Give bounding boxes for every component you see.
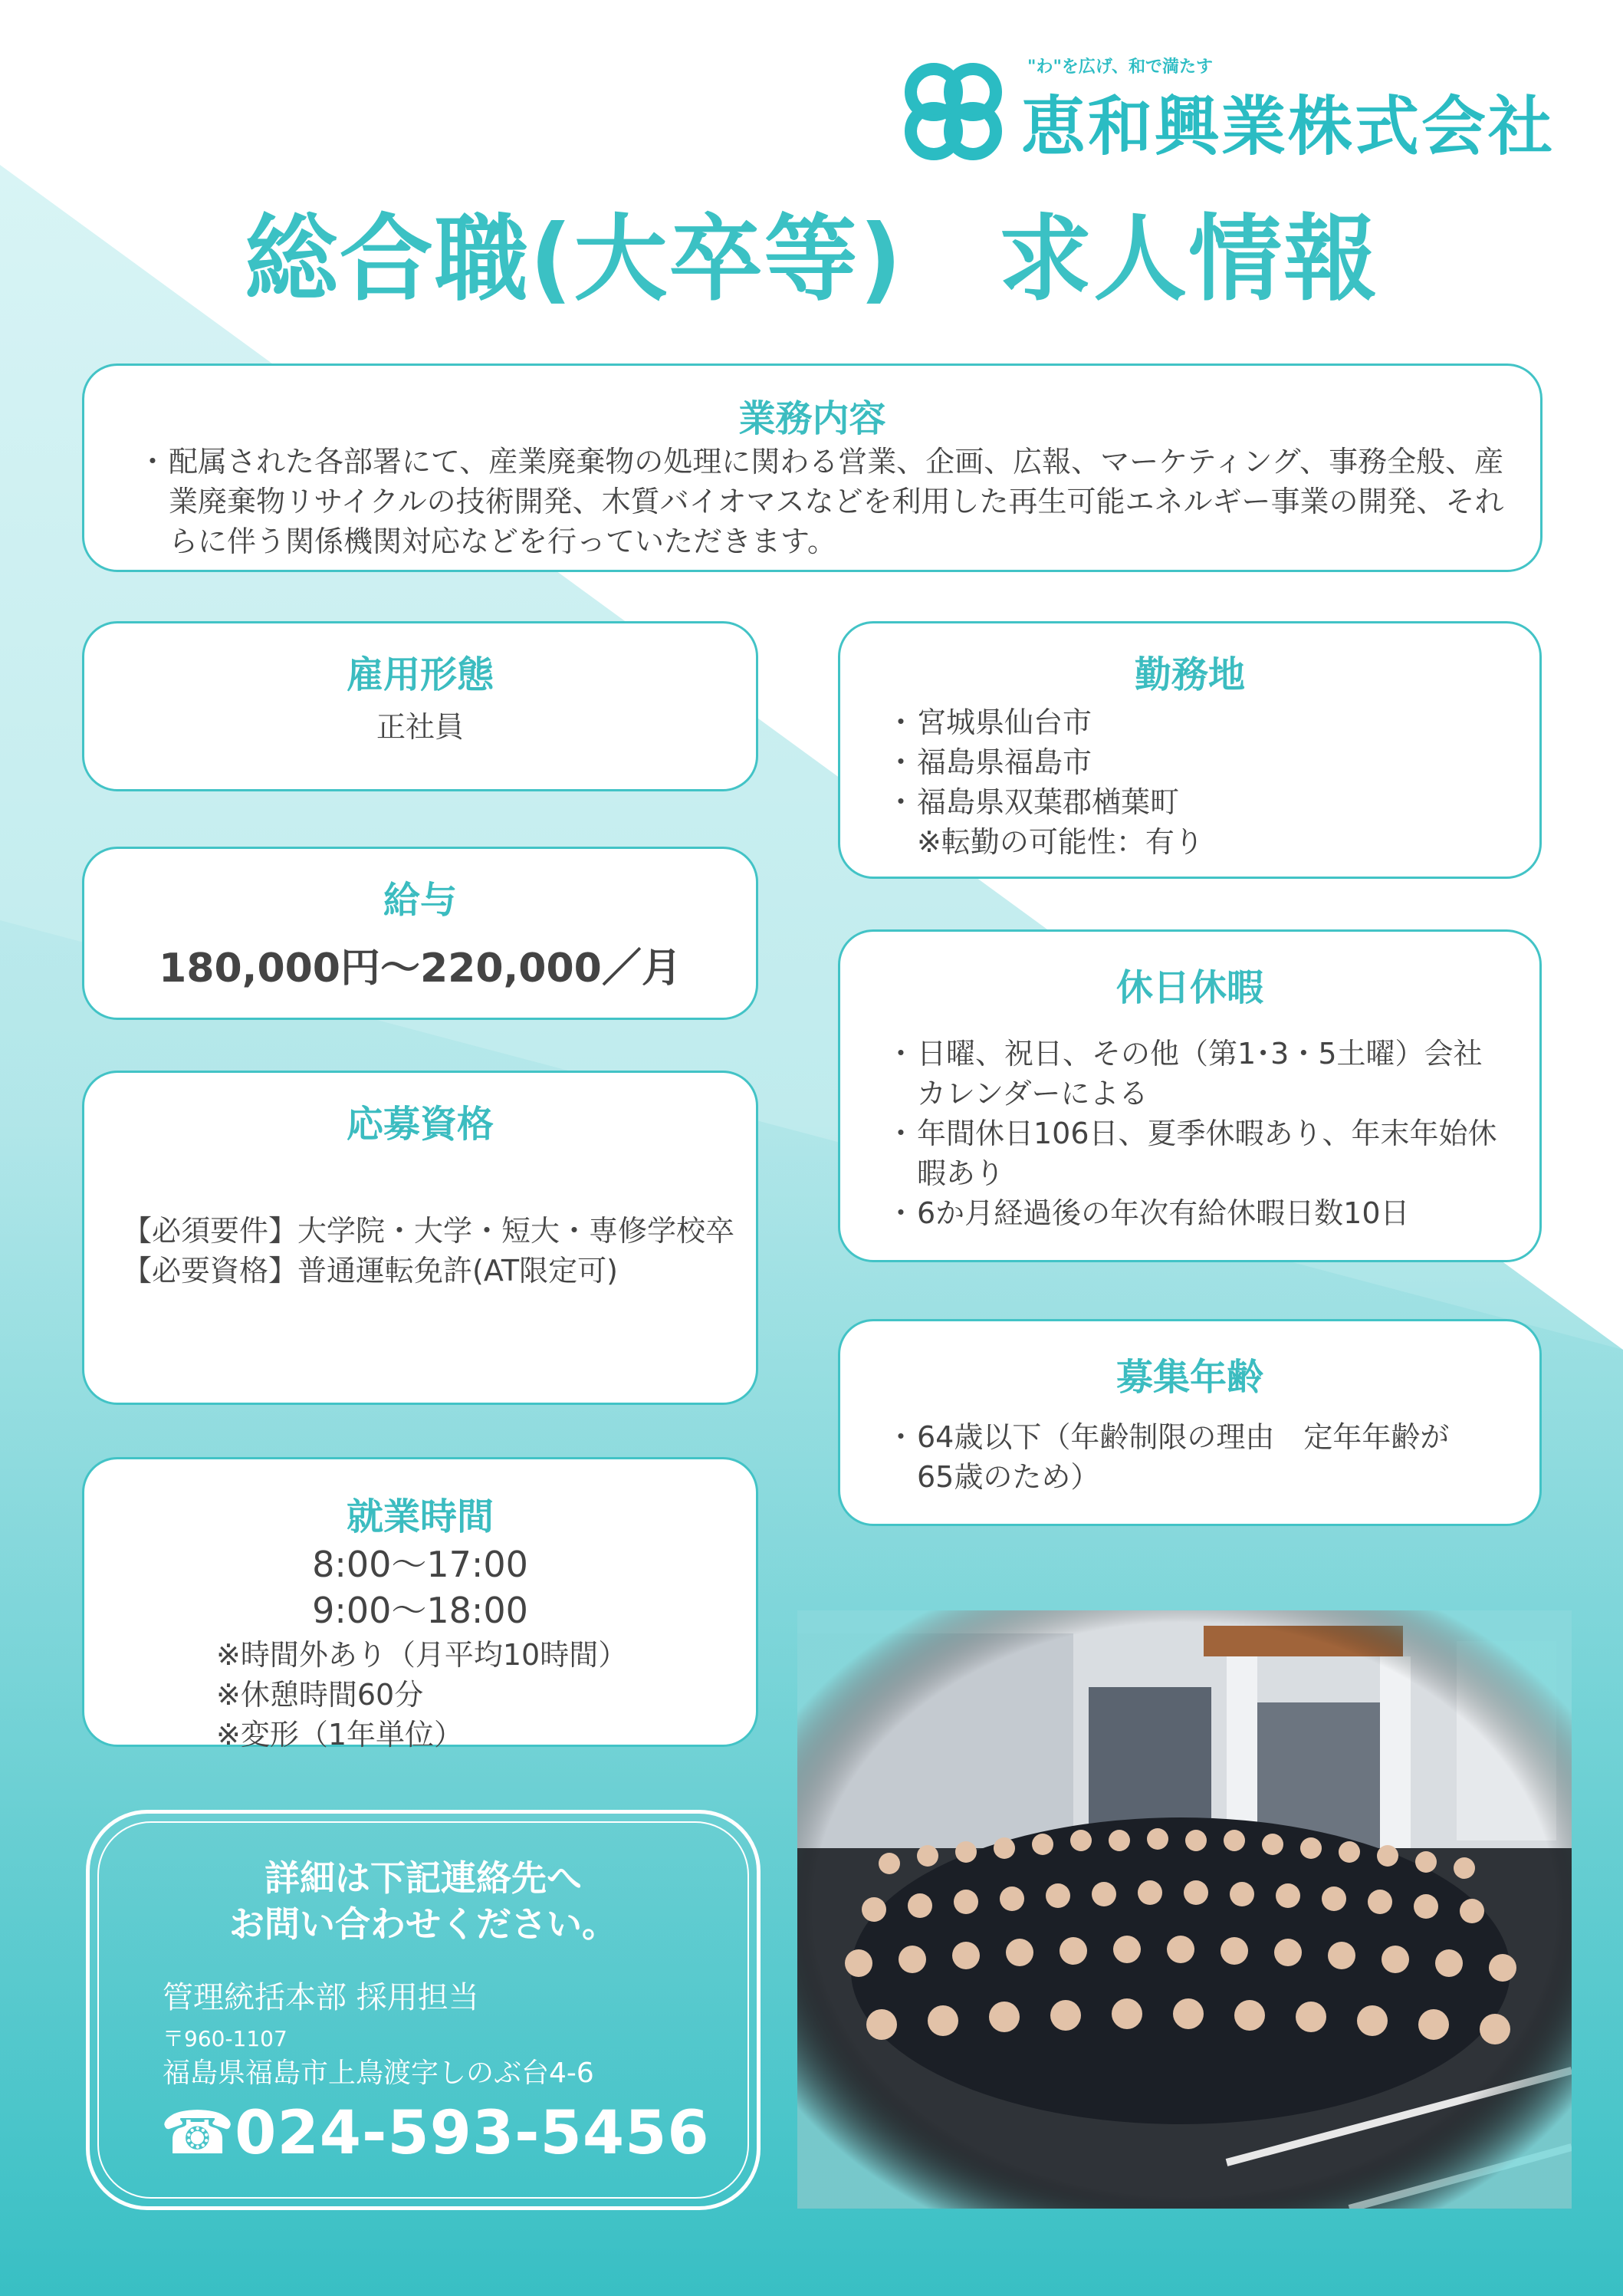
shift-2: 9:00～18:00 bbox=[312, 1590, 528, 1631]
holiday-item: ・ 年間休日106日、夏季休暇あり、年末年始休暇あり bbox=[886, 1113, 1509, 1193]
contact-phone[interactable]: 024-593-5456 bbox=[235, 2099, 710, 2168]
salary-value: 180,000円～220,000／月 bbox=[159, 946, 682, 992]
contact-department: 管理統括本部 採用担当 bbox=[163, 1980, 479, 2015]
salary-heading: 給与 bbox=[383, 879, 457, 922]
contact-postal-code: 〒960-1107 bbox=[163, 2026, 287, 2051]
transfer-note: ※転勤の可能性：有り bbox=[917, 825, 1204, 859]
salary-box bbox=[82, 847, 758, 1020]
job-content-heading: 業務内容 bbox=[738, 397, 886, 440]
company-name: 恵和興業株式会社 bbox=[1021, 89, 1556, 164]
working-hours-heading: 就業時間 bbox=[346, 1495, 494, 1538]
qualification-box bbox=[82, 1071, 758, 1405]
age-box bbox=[838, 1319, 1542, 1526]
requirement-value: 大学院・大学・短大・専修学校卒 bbox=[297, 1214, 735, 1248]
employment-heading: 雇用形態 bbox=[346, 653, 494, 696]
location-box bbox=[838, 621, 1542, 879]
license-value: 普通運転免許(AT限定可) bbox=[297, 1254, 618, 1288]
contact-heading-line-1: 詳細は下記連絡先へ bbox=[264, 1857, 582, 1899]
requirement-label: 【必須要件】 bbox=[123, 1214, 298, 1248]
license-label: 【必要資格】 bbox=[123, 1254, 298, 1288]
holidays-heading: 休日休暇 bbox=[1115, 966, 1263, 1009]
employment-box bbox=[82, 621, 758, 791]
company-tagline: "わ"を広げ、和で満たす bbox=[1027, 58, 1214, 77]
page-title: 総合職(大卒等) 求人情報 bbox=[244, 205, 1379, 314]
note-overtime: ※時間外あり（月平均10時間） bbox=[216, 1638, 628, 1672]
note-break: ※休憩時間60分 bbox=[216, 1678, 424, 1712]
employment-value: 正社員 bbox=[376, 710, 464, 744]
location-item: ・ 福島県福島市 bbox=[886, 742, 1539, 782]
holiday-item: ・ 6か月経過後の年次有給休暇日数10日 bbox=[886, 1193, 1509, 1233]
holiday-item: ・ 日曜、祝日、その他（第1･3・5土曜）会社カレンダーによる bbox=[886, 1034, 1509, 1113]
working-hours-notes bbox=[216, 1635, 756, 1755]
job-content-text: ・ 配属された各部署にて、産業廃棄物の処理に関わる営業、企画、広報、マーケティング、事務全般、産業廃棄物リサイクルの技術開発、木質バイオマスなどを利用した再生可能エネルギー事業の開発、それらに伴う関係機関対応などを行っていただきます。 bbox=[138, 442, 1510, 561]
age-text: ・ 64歳以下（年齢制限の理由 定年年齢が65歳のため） bbox=[886, 1417, 1486, 1497]
contact-box bbox=[86, 1810, 761, 2210]
four-ring-logo-icon bbox=[902, 60, 1005, 163]
holidays-box bbox=[838, 929, 1542, 1262]
location-item: ・ 福島県双葉郡楢葉町 bbox=[886, 782, 1539, 822]
location-item: ・ 宮城県仙台市 bbox=[886, 702, 1539, 742]
age-heading: 募集年齢 bbox=[1115, 1356, 1263, 1399]
contact-heading-line-2: お問い合わせください。 bbox=[229, 1903, 617, 1945]
company-logo bbox=[902, 54, 1561, 169]
shift-1: 8:00～17:00 bbox=[312, 1544, 528, 1585]
working-hours-box bbox=[82, 1457, 758, 1752]
location-heading: 勤務地 bbox=[1134, 653, 1245, 696]
note-variable: ※変形（1年単位） bbox=[216, 1718, 464, 1752]
contact-address: 福島県福島市上鳥渡字しのぶ台4-6 bbox=[163, 2058, 594, 2089]
telephone-icon: ☎ bbox=[160, 2099, 235, 2168]
job-content-box bbox=[82, 363, 1543, 572]
group-photo bbox=[797, 1610, 1572, 2209]
qualification-heading: 応募資格 bbox=[346, 1103, 494, 1146]
